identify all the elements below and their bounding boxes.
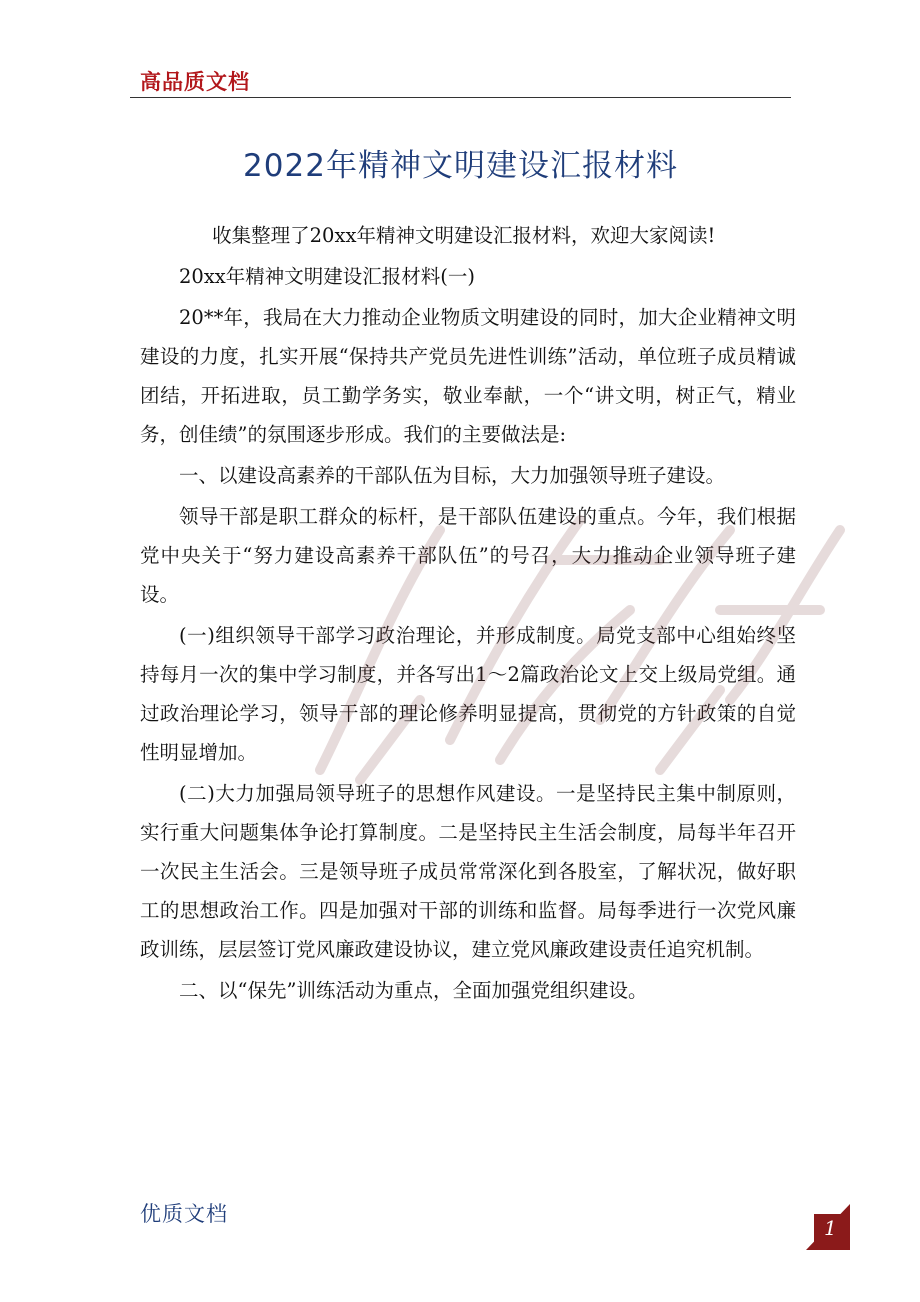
body-paragraph: 领导干部是职工群众的标杆，是干部队伍建设的重点。今年，我们根据党中央关于“努力建设高素养干部队伍”的号召，大力推动企业领导班子建设。 <box>140 505 796 606</box>
body-paragraph: 20**年，我局在大力推动企业物质文明建设的同时，加大企业精神文明建设的力度，扎实开展“保持共产党员先进性训练”活动，单位班子成员精诚团结，开拓进取，员工勤学务实，敬业奉献，一个“讲文明，树正气，精业务，创佳绩”的氛围逐步形成。我们的主要做法是: <box>140 306 796 446</box>
body-paragraph: (二)大力加强局领导班子的思想作风建设。一是坚持民主集中制原则，实行重大问题集体争论打算制度。二是坚持民主生活会制度，局每半年召开一次民主生活会。三是领导班子成员常常深化到各股室，了解状况，做好职工的思想政治工作。四是加强对干部的训练和监督。局每季进行一次党风廉政训练，层层签订党风廉政建设协议，建立党风廉政建设责任追究机制。 <box>140 782 796 961</box>
footer-label: 优质文档 <box>140 1202 228 1226</box>
header-divider <box>130 97 791 98</box>
section-heading: 二、以“保先”训练活动为重点，全面加强党组织建设。 <box>179 979 648 1002</box>
intro-paragraph: 收集整理了20xx年精神文明建设汇报材料，欢迎大家阅读! <box>212 224 716 247</box>
section-heading: 一、以建设高素养的干部队伍为目标，大力加强领导班子建设。 <box>179 464 726 487</box>
document-title: 2022年精神文明建设汇报材料 <box>243 148 678 184</box>
section-heading: 20xx年精神文明建设汇报材料(一) <box>179 265 476 288</box>
body-paragraph: (一)组织领导干部学习政治理论，并形成制度。局党支部中心组始终坚持每月一次的集中学习制度，并各写出1～2篇政治论文上交上级局党组。通过政治理论学习，领导干部的理论修养明显提高，贯彻党的方针政策的自觉性明显增加。 <box>140 624 796 764</box>
header-label: 高品质文档 <box>140 70 250 94</box>
page-number: 1 <box>824 1216 837 1240</box>
document-body <box>140 216 796 1012</box>
